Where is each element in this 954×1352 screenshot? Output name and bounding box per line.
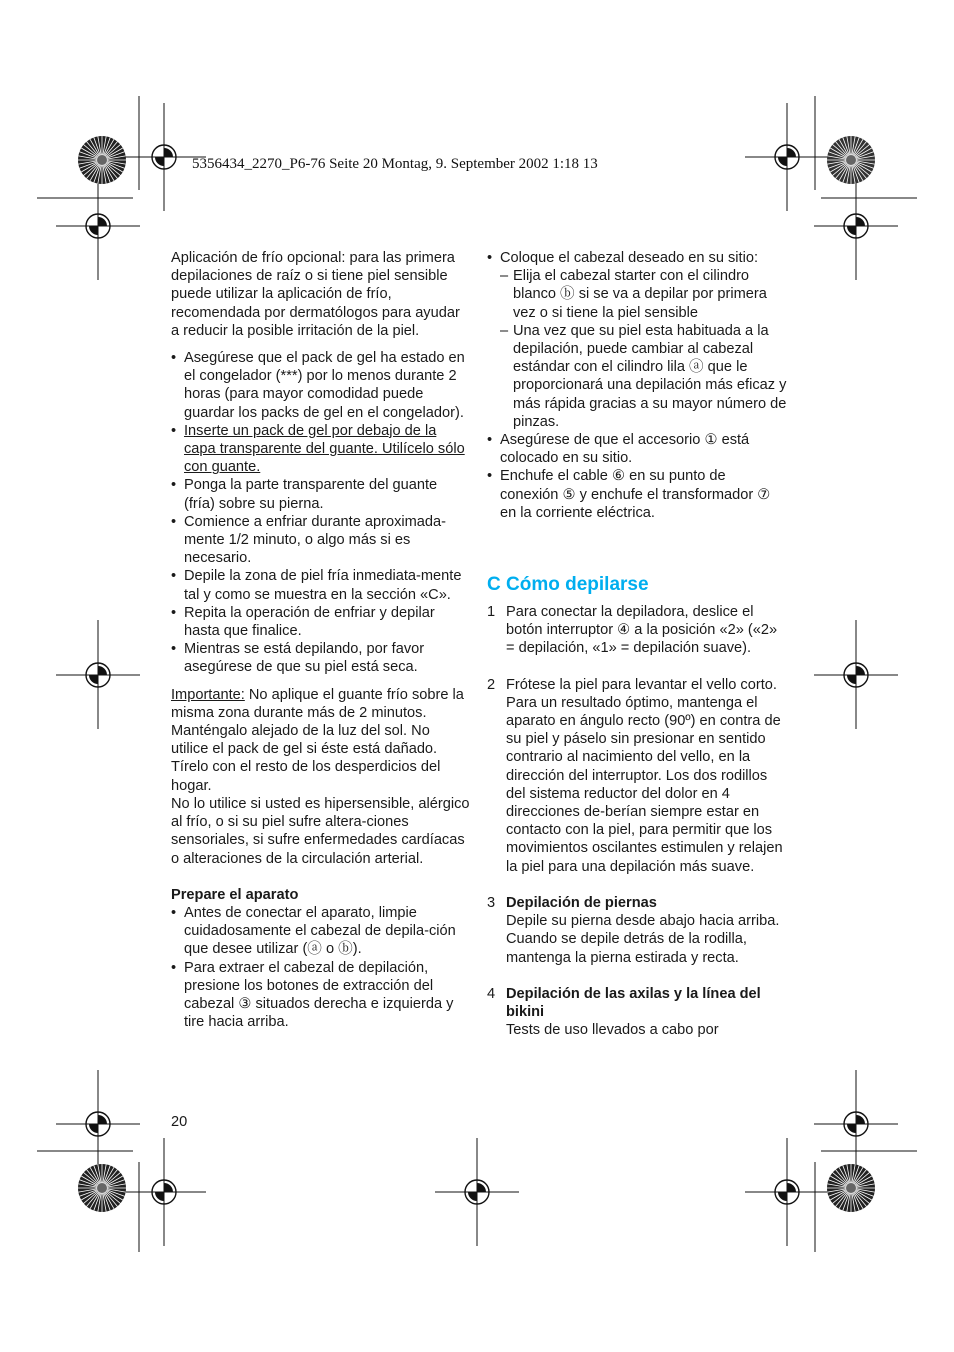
list-item: • Depile la zona de piel fría inmediata-mente tal y como se muestra en la sección «C». (171, 568, 462, 603)
step-item: 2 Frótese la piel para levantar el vello corto. Para un resultado óptimo, mantenga el aparato en ángulo recto (90º) en contra de su piel y páselo sin presionar en sentido contrario al nacimiento del vello, en la dirección del interruptor. Los dos rodillos del sistema reductor del dolor en 4 direcciones de-berían siempre estar en contacto con la piel, para permitir que los movimientos oscilantes estimulen y relajen la piel para una depilación más suave. (487, 676, 783, 875)
list-item: • Mientras se está depilando, por favor asegúrese de que su piel está seca. (171, 641, 425, 676)
list-item: • Antes de conectar el aparato, limpie cuidadosamente el cabezal de depila-ción que desee utilizar (ⓐ o ⓑ). (171, 904, 456, 958)
print-header: 5356434_2270_P6-76 Seite 20 Montag, 9. September 2002 1:18 13 (192, 156, 598, 172)
starburst-target-icon (78, 136, 126, 184)
step-heading: Depilación de las axilas y la línea del bikini (506, 985, 761, 1020)
list-item: • Inserte un pack de gel por debajo de la capa transparente del guante. Utilícelo sólo con guante. (171, 422, 465, 476)
cold-application-intro: Aplicación de frío opcional: para las primera depilaciones de raíz o si tiene piel sensible puede utilizar la aplicación de frío, recomendada por dermatólogos para ayudar a reducir la posible irritación de la piel. (171, 250, 460, 339)
list-item: • Repita la operación de enfriar y depilar hasta que finalice. (171, 604, 435, 640)
starburst-target-icon (827, 1164, 875, 1212)
crosshair-target-icon (122, 103, 206, 211)
crosshair-target-icon (745, 103, 829, 211)
step-item: 3 Depilación de piernas Depile su pierna desde abajo hacia arriba. Cuando se depile detrás de la rodilla, mantenga la pierna estirada y recta. (487, 894, 787, 967)
crosshair-target-icon (435, 1138, 519, 1246)
list-item: • Coloque el cabezal deseado en su sitio: (487, 250, 758, 266)
starburst-target-icon (78, 1164, 126, 1212)
list-item: • Enchufe el cable ⑥ en su punto de conexión ⑤ y enchufe el transformador ⑦ en la corriente eléctrica. (487, 468, 771, 521)
crosshair-target-icon (745, 1138, 829, 1246)
list-item: • Comience a enfriar durante aproximada-mente 1/2 minuto, o algo más si es necesario. (171, 513, 447, 567)
list-item: • Para extraer el cabezal de depilación, presione los botones de extracción del cabezal ③ situados derecha e izquierda y tire hacia arriba. (171, 959, 454, 1031)
step-item: 1 Para conectar la depiladora, deslice el botón interruptor ④ a la posición «2» («2» = depilación, «1» = depilación suave). (487, 604, 778, 657)
important-note: Importante: No aplique el guante frío sobre la misma zona durante más de 2 minutos. Manténgalo alejado de la luz del sol. No utilice el pack de gel si éste está dañado. Tírelo con el resto de los desperdicios del hogar. (171, 686, 464, 794)
list-item: • Ponga la parte transparente del guante (fría) sobre su pierna. (171, 477, 438, 512)
crosshair-target-icon (122, 1138, 206, 1246)
page-number: 20 (171, 1114, 188, 1130)
warning-text: No lo utilice si usted es hipersensible, alérgico al frío, o si su piel sufre altera-ciones sensoriales, si sufre enfermedades cardíacas o alteraciones de la circulación arterial. (171, 795, 470, 867)
step-item: 4 Depilación de las axilas y la línea del bikini Tests de uso llevados a cabo por (487, 985, 787, 1040)
list-item: • Asegúrese que el pack de gel ha estado en el congelador (***) por lo menos durante 2 horas (para mayor comodidad puede guardar los packs de gel en el congelador). (171, 350, 465, 421)
section-title: C Cómo depilarse (487, 574, 649, 596)
step-heading: Depilación de piernas (506, 894, 657, 911)
prepare-heading: Prepare el aparato (171, 886, 299, 903)
sub-list-item: – Una vez que su piel esta habituada a la depilación, puede cambiar al cabezal estándar con el cilindro lila ⓐ que le proporcionará una depilación más eficaz y más rápida gracias a su mayor número de pinzas. (500, 322, 787, 430)
list-item: • Asegúrese de que el accesorio ① está colocado en su sitio. (487, 432, 750, 467)
starburst-target-icon (827, 136, 875, 184)
sub-list-item: – Elija el cabezal starter con el cilindro blanco ⓑ si se va a depilar por primera vez o si tiene la piel sensible (500, 268, 767, 321)
